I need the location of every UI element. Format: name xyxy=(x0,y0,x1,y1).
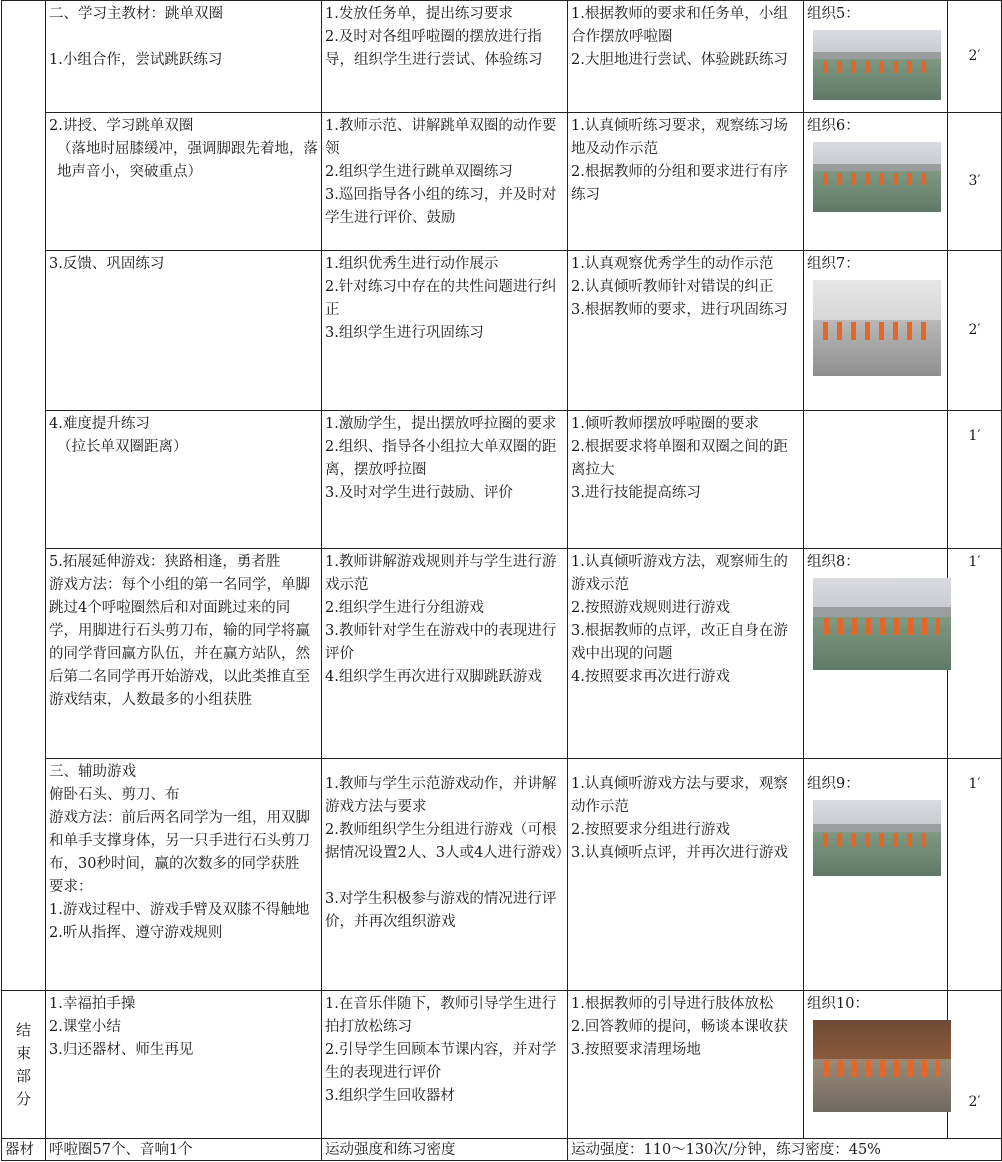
section-label-char: 分 xyxy=(15,1089,31,1108)
time-cell: 1′ xyxy=(948,549,1002,759)
teacher-line xyxy=(325,865,564,888)
content-line: 2.听从指挥、遵守游戏规则 xyxy=(49,925,223,941)
teacher-line: 3.教师针对学生在游戏中的表现进行评价 xyxy=(325,623,557,662)
organization-cell xyxy=(804,251,948,411)
metric-label-cell: 运动强度和练习密度 xyxy=(322,1139,568,1161)
student-line: 1.认真倾听练习要求，观察练习场地及动作示范 xyxy=(571,118,788,157)
student-activity-cell xyxy=(568,991,804,1139)
table-row xyxy=(2,991,1002,1139)
student-line: 3.根据教师的要求，进行巩固练习 xyxy=(571,302,788,318)
organization-photo xyxy=(813,800,941,876)
teacher-line: 1.组织优秀生进行动作展示 xyxy=(325,256,499,272)
content-line: 1.小组合作，尝试跳跃练习 xyxy=(49,52,223,68)
content-cell xyxy=(46,991,322,1139)
organization-label: 组织10： xyxy=(807,996,869,1012)
student-line: 1.认真倾听游戏方法，观察师生的游戏示范 xyxy=(571,554,788,593)
student-line: 2.按照游戏规则进行游戏 xyxy=(571,600,730,616)
content-cell xyxy=(46,251,322,411)
table-row xyxy=(2,113,1002,251)
section-label-cell xyxy=(2,1,46,991)
organization-photo xyxy=(813,280,941,376)
teacher-line: 2.及时对各组呼啦圈的摆放进行指导，组织学生进行尝试、体验练习 xyxy=(325,29,543,68)
section-label-cell xyxy=(2,991,46,1139)
organization-photo xyxy=(813,30,941,100)
content-line: 游戏方法：每个小组的第一名同学，单脚跳过4个呼啦圈然后和对面跳过来的同学，用脚进行石头剪刀布，输的同学将赢的同学背回赢方队伍，并在赢方站队，然后第二名同学再开始游戏，以此类推直至游戏结束，人数最多的小组获胜 xyxy=(49,577,310,708)
section-label xyxy=(15,1019,33,1111)
student-line: 2.认真倾听教师针对错误的纠正 xyxy=(571,279,774,295)
organization-label: 组织9： xyxy=(807,776,860,792)
time-cell: 1′ xyxy=(948,759,1002,991)
section-label-char: 束 xyxy=(15,1043,31,1062)
organization-photo xyxy=(813,142,941,212)
student-line: 3.按照要求清理场地 xyxy=(571,1042,701,1058)
content-line: 5.拓展延伸游戏：狭路相逢，勇者胜 xyxy=(49,554,281,570)
teacher-activity-cell xyxy=(322,1,568,113)
organization-photo xyxy=(813,578,951,670)
teacher-line: 3.组织学生回收器材 xyxy=(325,1088,455,1104)
metric-value-cell: 运动强度：110～130次/分钟，练习密度：45% xyxy=(568,1139,1002,1161)
time-cell: 1′ xyxy=(948,411,1002,549)
organization-cell xyxy=(804,759,948,991)
table-row xyxy=(2,549,1002,759)
student-line: 1.倾听教师摆放呼啦圈的要求 xyxy=(571,416,759,432)
organization-photo xyxy=(813,1020,951,1112)
student-line: 3.根据教师的点评，改正自身在游戏中出现的问题 xyxy=(571,623,788,662)
time-cell: 2′ xyxy=(948,1,1002,113)
time-cell: 2′ xyxy=(948,251,1002,411)
organization-label: 组织7： xyxy=(807,256,860,272)
student-activity-cell xyxy=(568,113,804,251)
teacher-line: 2.教师组织学生分组进行游戏（可根据情况设置2人、3人或4人进行游戏） xyxy=(325,822,571,861)
teacher-line: 3.组织学生进行巩固练习 xyxy=(325,325,484,341)
teacher-line: 1.教师示范、讲解跳单双圈的动作要领 xyxy=(325,118,557,157)
student-line: 2.回答教师的提问，畅谈本课收获 xyxy=(571,1019,788,1035)
content-cell xyxy=(46,1,322,113)
teacher-activity-cell xyxy=(322,549,568,759)
time-cell: 3′ xyxy=(948,113,1002,251)
content-cell xyxy=(46,759,322,991)
content-cell xyxy=(46,113,322,251)
organization-label: 组织8： xyxy=(807,554,860,570)
student-activity-cell xyxy=(568,411,804,549)
organization-cell xyxy=(804,991,948,1139)
teacher-line: 2.针对练习中存在的共性问题进行纠正 xyxy=(325,279,557,318)
teacher-line: 3.巡回指导各小组的练习，并及时对学生进行评价、鼓励 xyxy=(325,187,557,226)
content-line: 三、辅助游戏 xyxy=(49,764,136,780)
organization-cell xyxy=(804,549,948,759)
student-line: 1.根据教师的要求和任务单，小组合作摆放呼啦圈 xyxy=(571,6,788,45)
content-cell xyxy=(46,411,322,549)
content-line: 4.难度提升练习 xyxy=(49,416,150,432)
student-line: 2.按照要求分组进行游戏 xyxy=(571,822,730,838)
teacher-activity-cell xyxy=(322,251,568,411)
student-line: 2.根据教师的分组和要求进行有序练习 xyxy=(571,164,788,203)
student-activity-cell xyxy=(568,549,804,759)
content-line: 二、学习主教材：跳单双圈 xyxy=(49,6,223,22)
student-line: 2.大胆地进行尝试、体验跳跃练习 xyxy=(571,52,788,68)
teacher-activity-cell xyxy=(322,759,571,991)
table-row xyxy=(2,1,1002,113)
time-cell: 2′ xyxy=(948,991,1002,1139)
footer-row xyxy=(2,1139,1002,1161)
lesson-plan-table xyxy=(1,0,1002,1161)
teacher-line: 1.在音乐伴随下，教师引导学生进行拍打放松练习 xyxy=(325,996,557,1035)
teacher-line: 2.引导学生回顾本节课内容，并对学生的表现进行评价 xyxy=(325,1042,557,1081)
content-line: 2.课堂小结 xyxy=(49,1019,121,1035)
student-line: 1.根据教师的引导进行肢体放松 xyxy=(571,996,774,1012)
equipment-cell: 呼啦圈57个、音响1个 xyxy=(46,1139,322,1161)
student-activity-cell xyxy=(568,1,804,113)
teacher-line: 2.组织、指导各小组拉大单双圈的距离，摆放呼拉圈 xyxy=(325,439,557,478)
content-line: 要求： xyxy=(49,879,93,895)
content-line: 1.游戏过程中、游戏手臂及双膝不得触地 xyxy=(49,902,310,918)
teacher-line: 4.组织学生再次进行双脚跳跃游戏 xyxy=(325,669,542,685)
content-line: 2.讲授、学习跳单双圈 xyxy=(49,118,194,134)
teacher-line: 2.组织学生进行分组游戏 xyxy=(325,600,484,616)
student-line: 1.认真观察优秀学生的动作示范 xyxy=(571,256,774,272)
teacher-activity-cell xyxy=(322,991,568,1139)
content-line: 1.幸福拍手操 xyxy=(49,996,136,1012)
teacher-line: 1.发放任务单，提出练习要求 xyxy=(325,6,513,22)
student-line: 3.进行技能提高练习 xyxy=(571,485,701,501)
teacher-activity-cell xyxy=(322,411,568,549)
teacher-line: 2.组织学生进行跳单双圈练习 xyxy=(325,164,513,180)
content-line xyxy=(49,26,318,49)
student-line: 4.按照要求再次进行游戏 xyxy=(571,669,730,685)
content-line: （拉长单双圈距离） xyxy=(57,439,188,455)
content-line: （落地时屈膝缓冲，强调脚跟先着地，落地声音小，突破重点） xyxy=(57,141,318,180)
content-line: 俯卧石头、剪刀、布 xyxy=(49,787,180,803)
organization-cell xyxy=(804,411,948,549)
section-label-char: 部 xyxy=(15,1066,31,1085)
organization-cell xyxy=(804,113,948,251)
student-line: 1.认真倾听游戏方法与要求，观察动作示范 xyxy=(571,776,788,815)
content-line: 游戏方法：前后两名同学为一组，用双脚和单手支撑身体，另一只手进行石头剪刀布，30秒时间，赢的次数多的同学获胜 xyxy=(49,810,310,872)
footer-label: 器材 xyxy=(2,1139,46,1161)
content-line: 3.反馈、巩固练习 xyxy=(49,256,165,272)
student-line: 2.根据要求将单圈和双圈之间的距离拉大 xyxy=(571,439,788,478)
table-row xyxy=(2,251,1002,411)
teacher-line: 1.教师讲解游戏规则并与学生进行游戏示范 xyxy=(325,554,557,593)
teacher-line: 1.激励学生，提出摆放呼拉圈的要求 xyxy=(325,416,557,432)
teacher-line: 3.及时对学生进行鼓励、评价 xyxy=(325,485,513,501)
content-line: 3.归还器材、师生再见 xyxy=(49,1042,194,1058)
teacher-activity-cell xyxy=(322,113,568,251)
teacher-line: 1.教师与学生示范游戏动作，并讲解游戏方法与要求 xyxy=(325,776,557,815)
student-activity-cell xyxy=(568,251,804,411)
section-label-char: 结 xyxy=(15,1020,31,1039)
student-activity-cell xyxy=(568,759,804,991)
student-line: 3.认真倾听点评，并再次进行游戏 xyxy=(571,845,788,861)
content-cell xyxy=(46,549,322,759)
organization-label: 组织6： xyxy=(807,118,860,134)
organization-label: 组织5： xyxy=(807,6,860,22)
table-row xyxy=(2,411,1002,549)
table-row xyxy=(2,759,1002,991)
teacher-line: 3.对学生积极参与游戏的情况进行评价，并再次组织游戏 xyxy=(325,891,557,930)
organization-cell xyxy=(804,1,948,113)
